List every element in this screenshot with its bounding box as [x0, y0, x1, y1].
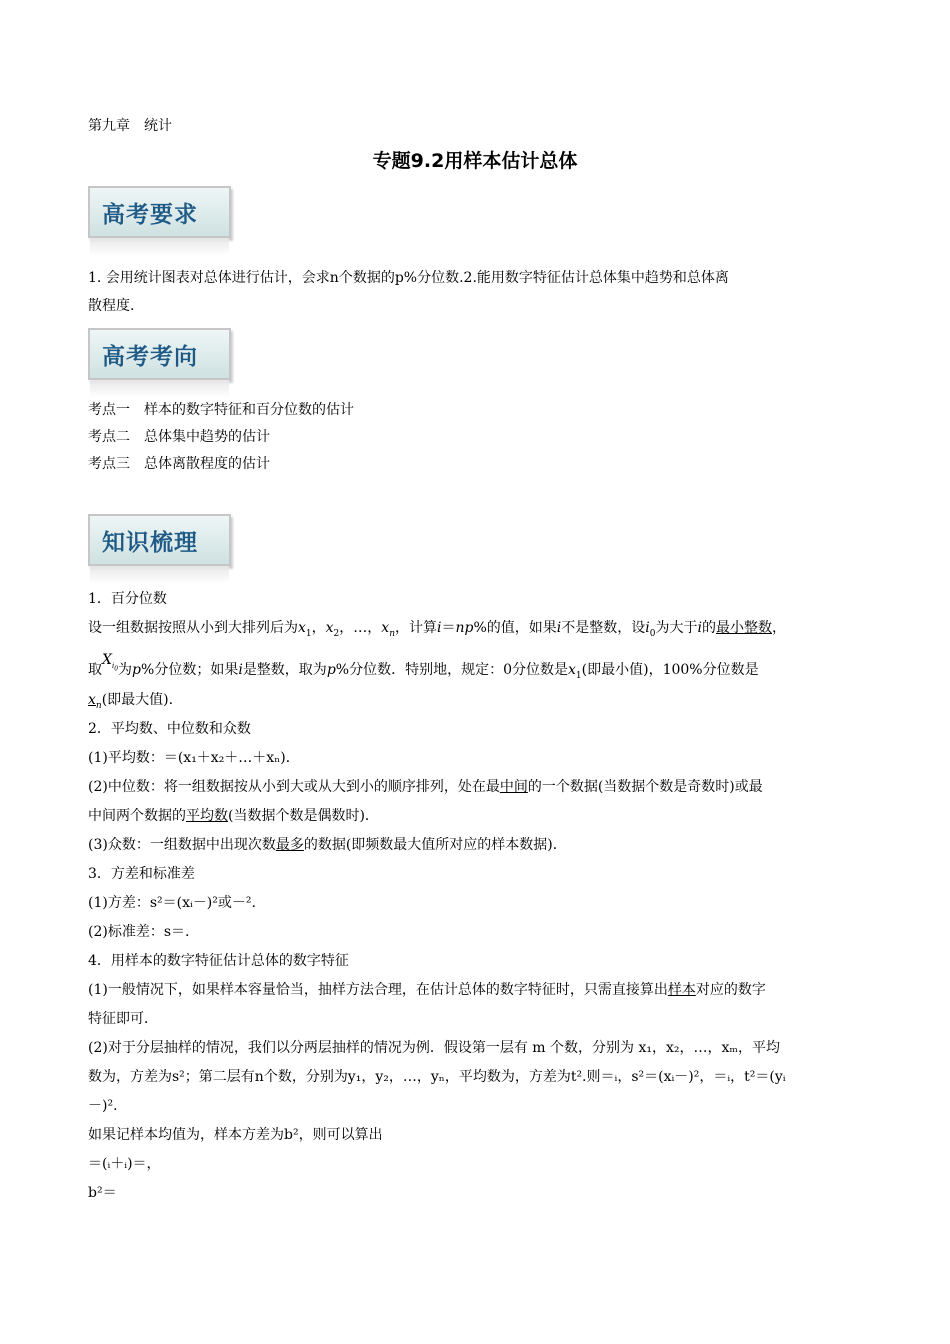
median-line-1: (2)中位数：将一组数据按从小到大或从大到小的顺序排列，处在最中间的一个数据(当数据个数是奇数时)或最 [88, 779, 763, 795]
variance-line: (1)方差：s²＝(xᵢ－)²或－². [88, 895, 256, 911]
median-line-2: 中间两个数据的平均数(当数据个数是偶数时)． [88, 808, 379, 824]
page-title: 专题9.2用样本估计总体 [372, 150, 578, 172]
stratified-line-1: (2)对于分层抽样的情况，我们以分两层抽样的情况为例．假设第一层有 m 个数，分别为 x₁，x₂，…，xₘ，平均 [88, 1040, 780, 1056]
percentile-line-1: 设一组数据按照从小到大排列后为$x_1$，$x_2$，…，$x_n$，计算i＝np%的值，如果i不是整数，设$i_0$为大于i的最小整数， [88, 620, 786, 639]
mode-line: (3)众数：一组数据中出现次数最多的数据(即频数最大值所对应的样本数据)． [88, 837, 567, 853]
requirements-banner: 高考要求 [88, 186, 231, 238]
stratified-line-2: 数为，方差为s²；第二层有n个数，分别为y₁，y₂，…，yₙ，平均数为，方差为t².则＝ᵢ，s²＝(xᵢ－)²，＝ᵢ，t²＝(yᵢ [88, 1069, 786, 1085]
sample-stats-line: 如果记样本均值为，样本方差为b²，则可以算出 [88, 1127, 383, 1143]
std-line: (2)标准差：s＝. [88, 924, 190, 940]
direction-banner: 高考考向 [88, 328, 231, 380]
heading-percentile: 1．百分位数 [88, 591, 167, 607]
general-line-1: (1)一般情况下，如果样本容量恰当，抽样方法合理，在估计总体的数字特征时，只需直接算出样本对应的数字 [88, 982, 766, 998]
requirements-line-2: 散程度. [88, 298, 135, 314]
topic-2: 考点二 总体集中趋势的估计 [88, 429, 270, 445]
heading-variance: 3．方差和标准差 [88, 866, 195, 882]
mean-line: (1)平均数：＝(x₁＋x₂＋…＋xₙ)． [88, 750, 300, 766]
topic-3: 考点三 总体离散程度的估计 [88, 456, 270, 472]
general-line-2: 特征即可． [88, 1011, 158, 1027]
heading-estimation: 4．用样本的数字特征估计总体的数字特征 [88, 953, 349, 969]
sample-mean-formula: ＝(ᵢ＋ᵢ)＝， [88, 1156, 161, 1172]
topic-1: 考点一 样本的数字特征和百分位数的估计 [88, 402, 354, 418]
percentile-line-2: 取$X_{i_0}$为p%分位数；如果i是整数，取为p%分位数．特别地，规定：0分位数是$x_1$(即最小值)，100%分位数是 [88, 652, 759, 681]
percentile-line-3: $x_n$(即最大值). [88, 692, 174, 711]
heading-averages: 2．平均数、中位数和众数 [88, 721, 251, 737]
stratified-line-3: －)². [88, 1098, 118, 1114]
sample-variance-formula: b²＝ [88, 1185, 117, 1201]
knowledge-banner: 知识梳理 [88, 514, 231, 566]
chapter-label: 第九章 统计 [88, 118, 172, 134]
underlined-term: 最小整数 [715, 620, 772, 636]
requirements-line-1: 1. 会用统计图表对总体进行估计，会求n个数据的p%分位数.2.能用数字特征估计总体集中趋势和总体离 [88, 270, 729, 286]
